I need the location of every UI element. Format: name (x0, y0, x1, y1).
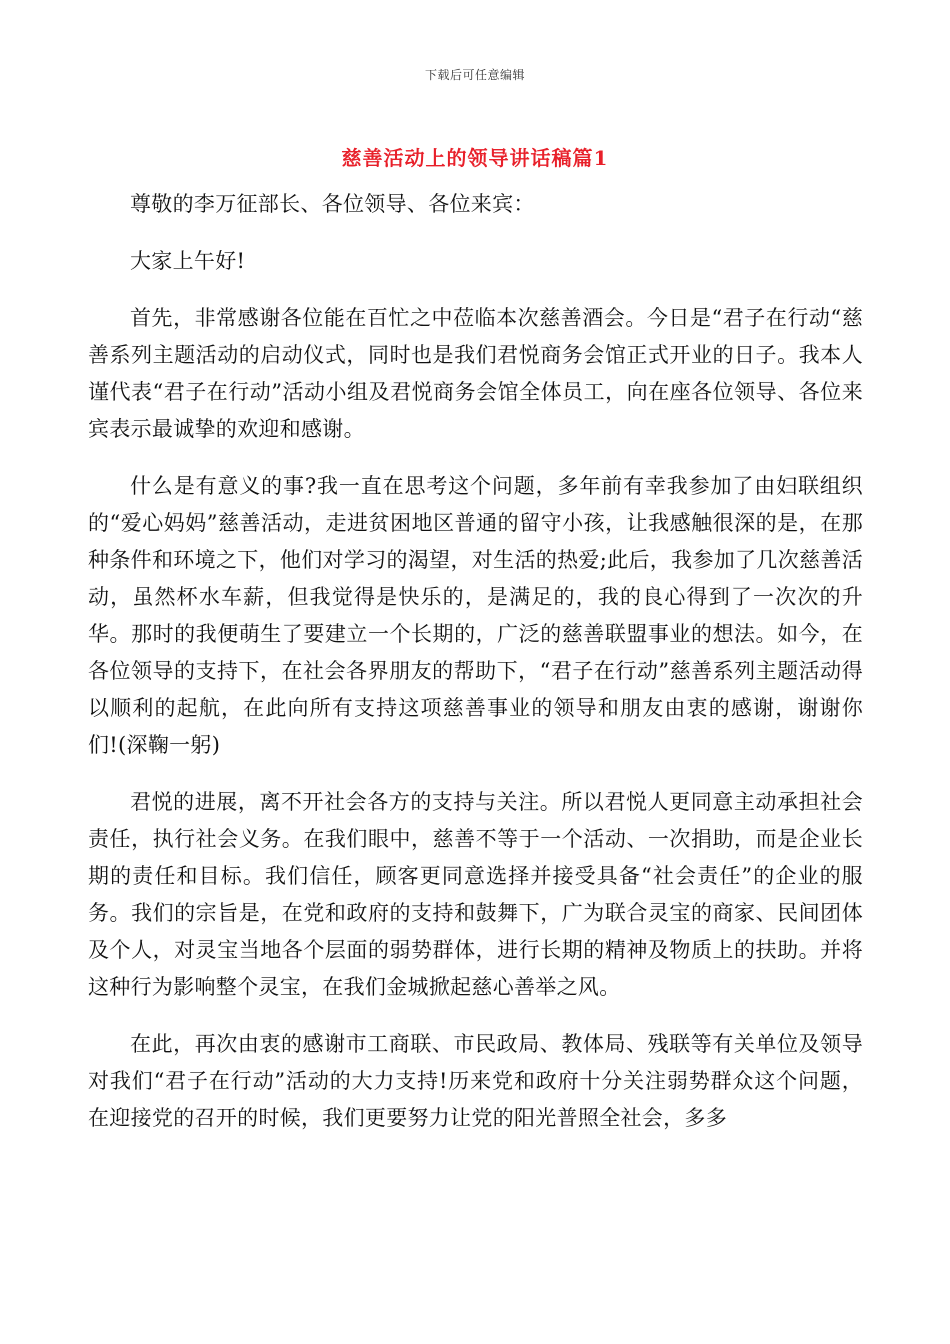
salutation-paragraph: 尊敬的李万征部长、各位领导、各位来宾： (130, 192, 535, 216)
body-paragraph-1: 首先，非常感谢各位能在百忙之中莅临本次慈善酒会。今日是“君子在行动“慈善系列主题活动的启动仪式，同时也是我们君悦商务会馆正式开业的日子。我本人谨代表“君子在行动”活动小组及君悦商务会馆全体员工，向在座各位领导、各位来宾表示最诚挚的欢迎和感谢。 (88, 306, 863, 441)
body-paragraph-4: 在此，再次由衷的感谢市工商联、市民政局、教体局、残联等有关单位及领导对我们“君子在行动”活动的大力支持!历来党和政府十分关注弱势群众这个问题，在迎接党的召开的时候，我们更要努力让党的阳光普照全社会，多多 (88, 1032, 863, 1130)
document-body (88, 186, 863, 1157)
greeting-paragraph: 大家上午好! (130, 249, 246, 273)
page-header-note: 下载后可任意编辑 (424, 68, 525, 82)
document-title: 慈善活动上的领导讲话稿篇1 (341, 146, 609, 170)
body-paragraph-2: 什么是有意义的事?我一直在思考这个问题，多年前有幸我参加了由妇联组织的“爱心妈妈”慈善活动，走进贫困地区普通的留守小孩，让我感触很深的是，在那种条件和环境之下，他们对学习的渴望，对生活的热爱;此后，我参加了几次慈善活动，虽然杯水车薪，但我觉得是快乐的，是满足的，我的良心得到了一次次的升华。那时的我便萌生了要建立一个长期的，广泛的慈善联盟事业的想法。如今，在各位领导的支持下，在社会各界朋友的帮助下，“君子在行动”慈善系列主题活动得以顺利的起航，在此向所有支持这项慈善事业的领导和朋友由衷的感谢，谢谢你们!(深鞠一躬) (88, 474, 863, 757)
body-paragraph-3: 君悦的进展，离不开社会各方的支持与关注。所以君悦人更同意主动承担社会责任，执行社会义务。在我们眼中，慈善不等于一个活动、一次捐助，而是企业长期的责任和目标。我们信任，顾客更同意选择并接受具备“社会责任”的企业的服务。我们的宗旨是，在党和政府的支持和鼓舞下，广为联合灵宝的商家、民间团体及个人，对灵宝当地各个层面的弱势群体，进行长期的精神及物质上的扶助。并将这种行为影响整个灵宝，在我们金城掀起慈心善举之风。 (88, 790, 863, 999)
